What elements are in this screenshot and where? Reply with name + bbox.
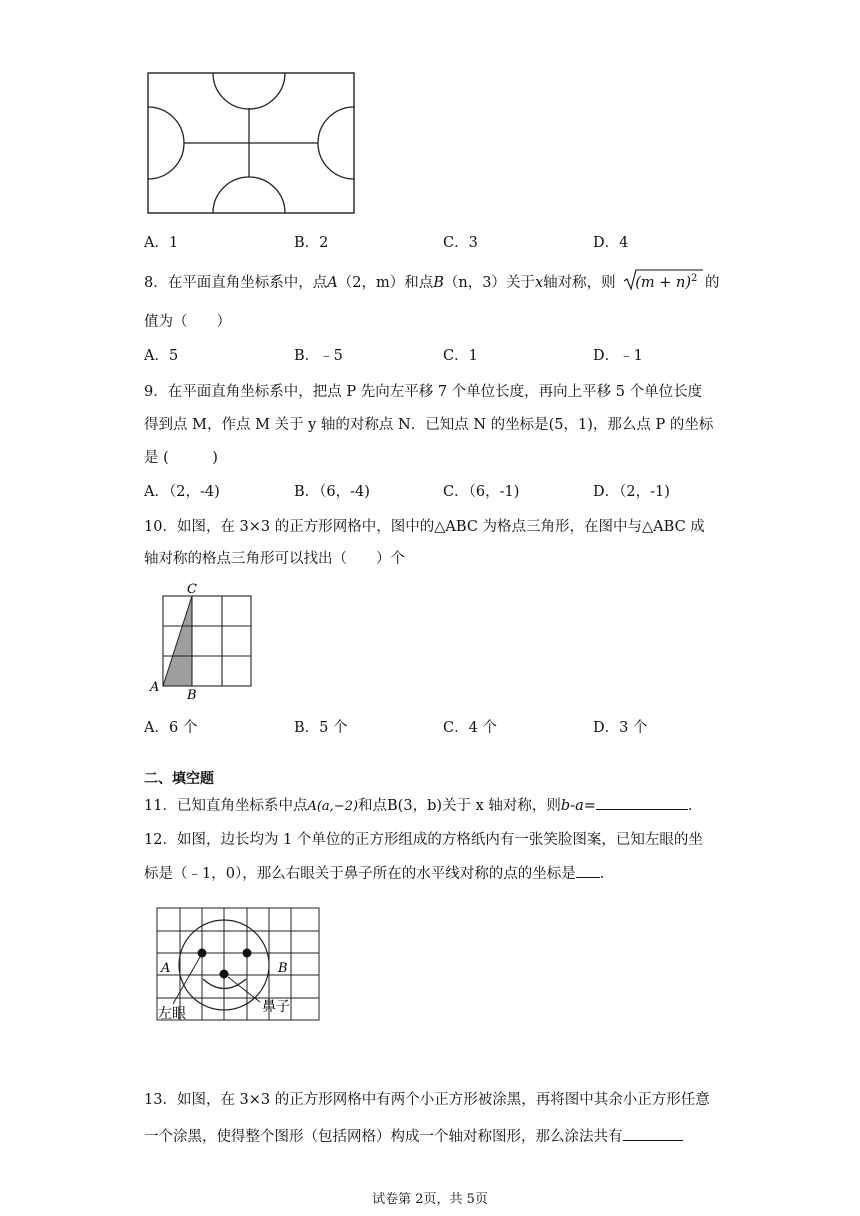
q11-stem: 11．已知直角坐标系中点A(a,−2)和点B(3，b)关于 x 轴对称，则b-a= . <box>144 798 693 814</box>
left-eye-label: 左眼 <box>158 1006 186 1022</box>
right-eye-dot <box>243 949 252 958</box>
q10-option-b[interactable]: B．5 个 <box>294 720 348 736</box>
q8-option-c[interactable]: C．1 <box>443 348 478 364</box>
label-a: A <box>150 680 160 695</box>
section-title: 二、填空题 <box>144 771 214 787</box>
q8-option-d[interactable]: D．﹣1 <box>593 348 643 364</box>
q7-option-a[interactable]: A．1 <box>144 235 179 251</box>
q7-figure <box>147 72 357 216</box>
q13-stem-line2: 一个涂黑，使得整个图形（包括网格）构成一个轴对称图形，那么涂法共有 <box>144 1125 683 1146</box>
q9-option-c[interactable]: C．（6，-1) <box>443 484 520 500</box>
q10-option-c[interactable]: C．4 个 <box>443 720 497 736</box>
q12-answer-blank[interactable] <box>576 864 600 878</box>
nose-label: 鼻子 <box>262 999 290 1015</box>
q9-option-a[interactable]: A．（2，-4) <box>144 484 220 500</box>
q10-stem: 10．如图，在 3×3 的正方形网格中，图中的△ABC 为格点三角形，在图中与△ABC 成 <box>144 519 705 535</box>
q12-stem-line2: 标是（﹣1，0），那么右眼关于鼻子所在的水平线对称的点的坐标是 . <box>144 866 605 882</box>
q11-answer-blank[interactable] <box>596 796 688 810</box>
q9-option-d[interactable]: D．（2，-1) <box>593 484 670 500</box>
q13-stem: 13．如图，在 3×3 的正方形网格中有两个小正方形被涂黑，再将图中其余小正方形任意 <box>144 1092 710 1108</box>
q12-stem: 12．如图，边长均为 1 个单位的正方形组成的方格纸内有一张笑脸图案，已知左眼的坐 <box>144 832 703 848</box>
q8-option-a[interactable]: A．5 <box>144 348 179 364</box>
label-b: B <box>187 688 197 702</box>
q7-option-b[interactable]: B．2 <box>294 235 329 251</box>
q9-stem: 9．在平面直角坐标系中，把点 P 先向左平移 7 个单位长度，再向上平移 5 个单位长度 <box>144 384 703 400</box>
q10-option-a[interactable]: A．6 个 <box>144 720 198 736</box>
triangle-abc <box>163 596 192 686</box>
left-eye-dot <box>198 949 207 958</box>
q8-stem: 8．在平面直角坐标系中，点A（2，m）和点B（n，3）关于x轴对称，则 $(m + n)^2$ 的 <box>144 271 720 292</box>
q7-option-c[interactable]: C．3 <box>443 235 478 251</box>
q9-option-b[interactable]: B．（6，-4) <box>294 484 370 500</box>
left-eye-pointer <box>173 957 200 1004</box>
q8-option-b[interactable]: B．﹣5 <box>294 348 343 364</box>
q12-smiley-grid-figure <box>156 906 322 1026</box>
label-a: A <box>161 961 171 976</box>
nose-dot <box>220 970 229 979</box>
q13-answer-blank[interactable] <box>623 1127 683 1141</box>
label-b: B <box>278 961 288 976</box>
q10-stem-line2: 轴对称的格点三角形可以找出（ ）个 <box>144 551 405 567</box>
q8-stem-line2: 值为（ ） <box>144 314 231 330</box>
q9-stem-line3: 是 ( ) <box>144 450 218 466</box>
sqrt-expression: $(m + n)^2$ <box>623 273 697 291</box>
sqrt-sign-icon <box>623 268 705 292</box>
q10-grid-figure <box>146 580 258 702</box>
q7-option-d[interactable]: D．4 <box>593 235 629 251</box>
page-footer: 试卷第 2页，共 5页 <box>372 1192 488 1207</box>
q9-stem-line2: 得到点 M，作点 M 关于 y 轴的对称点 N．已知点 N 的坐标是(5，1)，那么点 P 的坐标 <box>144 417 714 433</box>
q10-option-d[interactable]: D．3 个 <box>593 720 648 736</box>
label-c: C <box>187 582 197 597</box>
